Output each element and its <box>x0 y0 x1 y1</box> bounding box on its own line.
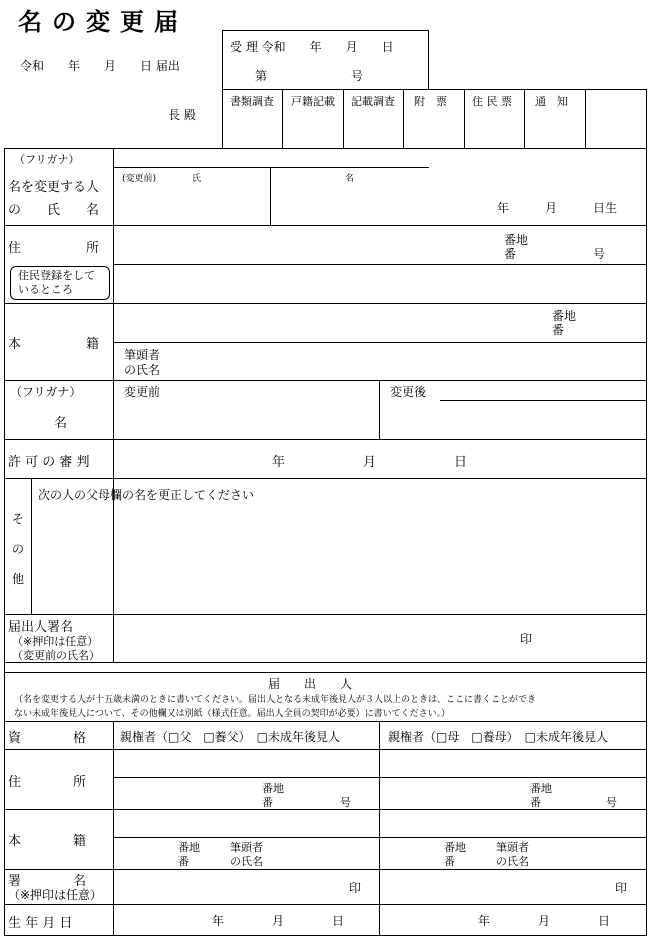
chief-label: 長 殿 <box>168 108 196 122</box>
address-banchi: 番地 <box>504 233 529 247</box>
qual-label: 資 格 <box>8 731 87 746</box>
honseki-right-head-1: 筆頭者 <box>496 841 529 854</box>
address-label: 住 所 <box>8 241 100 256</box>
namechange-furigana-label: （フリガナ） <box>10 385 82 399</box>
given-name-label: 名 <box>345 174 355 184</box>
honseki-right-ban: 番 <box>444 855 455 868</box>
honseki-right-head-2: の氏名 <box>496 855 529 868</box>
office-col-1: 書類調査 <box>230 95 274 108</box>
receipt-number: 第 号 <box>255 69 364 83</box>
address-paren-note: 住民登録をして いるところ <box>18 269 95 296</box>
surname-label: 氏 <box>192 174 202 184</box>
office-col-2: 戸籍記載 <box>291 95 335 108</box>
honseki-label: 本 籍 <box>8 337 100 352</box>
notifier-heading: 届 出 人 <box>268 677 353 691</box>
qual-right: 親権者（□母 □養母） □未成年後見人 <box>388 730 609 744</box>
other-label-2: の <box>12 542 25 556</box>
notifier-birth-label: 生 年 月 日 <box>8 916 73 931</box>
notifier-birth-left: 年 月 日 <box>212 914 345 928</box>
notifier-birth-right: 年 月 日 <box>478 914 611 928</box>
office-col-4: 附 票 <box>414 95 447 108</box>
honseki-head-2: の氏名 <box>124 363 161 377</box>
addr-left-go: 号 <box>340 796 351 809</box>
birth-date: 年 月 日生 <box>497 201 618 215</box>
receipt-label: 受 理 令和 年 月 日 <box>230 40 394 54</box>
qual-left: 親権者（□父 □養父） □未成年後見人 <box>120 730 341 744</box>
other-label-3: 他 <box>12 572 25 586</box>
honseki-left-banchi: 番地 <box>178 841 200 854</box>
page-title: 名の変更届 <box>18 8 188 36</box>
before-change-note: (変更前) <box>122 174 157 184</box>
namechange-label: 名 <box>54 416 68 431</box>
addr-left-ban: 番 <box>262 796 273 809</box>
honseki-left-head-1: 筆頭者 <box>230 841 263 854</box>
addr-right-ban: 番 <box>530 796 541 809</box>
office-col-3: 記載調査 <box>351 95 395 108</box>
addr-right-go: 号 <box>606 796 617 809</box>
signature-note-2: （変更前の氏名） <box>12 649 100 662</box>
honseki-banchi: 番地 <box>552 309 577 323</box>
signature-label: 届出人署名 <box>8 620 74 635</box>
office-col-6: 通 知 <box>535 95 568 108</box>
address-ban: 番 <box>504 247 517 261</box>
person-name-label-2: の 氏 名 <box>8 203 100 218</box>
notifier-sign-label-1: 署 名 <box>8 874 87 889</box>
office-col-5: 住 民 票 <box>472 95 512 108</box>
other-label-1: そ <box>12 512 25 526</box>
addr-left-banchi: 番地 <box>262 782 284 795</box>
notifier-seal-left: 印 <box>349 881 362 895</box>
honseki-left-ban: 番 <box>178 855 189 868</box>
signature-note-1: （※押印は任意） <box>12 635 99 648</box>
notifier-honseki-label: 本 籍 <box>8 834 87 849</box>
name-before-label: 変更前 <box>124 385 161 399</box>
name-after-label: 変更後 <box>390 385 427 399</box>
honseki-right-banchi: 番地 <box>444 841 466 854</box>
honseki-left-head-2: の氏名 <box>230 855 263 868</box>
person-furigana-label: （フリガナ） <box>14 153 80 166</box>
address-go: 号 <box>593 247 606 261</box>
other-text: 次の人の父母欄の名を更正してください <box>38 488 255 502</box>
notifier-seal-right: 印 <box>615 881 628 895</box>
honseki-ban: 番 <box>552 323 565 337</box>
permission-label: 許 可 の 審 判 <box>8 455 90 470</box>
permission-date: 年 月 日 <box>272 455 468 470</box>
person-name-label-1: 名を変更する人 <box>8 180 100 195</box>
honseki-head-1: 筆頭者 <box>124 348 161 362</box>
notifier-note: （名を変更する人が十五歳未満のときに書いてください。届出人となる未成年後見人が３人以上のときは、ここに書くことができ ない未成年後見人について、その他欄又は別紙（様式任意。届出人全員の契印が必要）に書いてください。） <box>14 695 537 719</box>
seal-mark: 印 <box>520 632 533 646</box>
date-line: 令和 年 月 日 届出 <box>20 59 180 73</box>
notifier-address-label: 住 所 <box>8 775 87 790</box>
notifier-sign-label-2: （※押印は任意） <box>8 888 103 902</box>
addr-right-banchi: 番地 <box>530 782 552 795</box>
